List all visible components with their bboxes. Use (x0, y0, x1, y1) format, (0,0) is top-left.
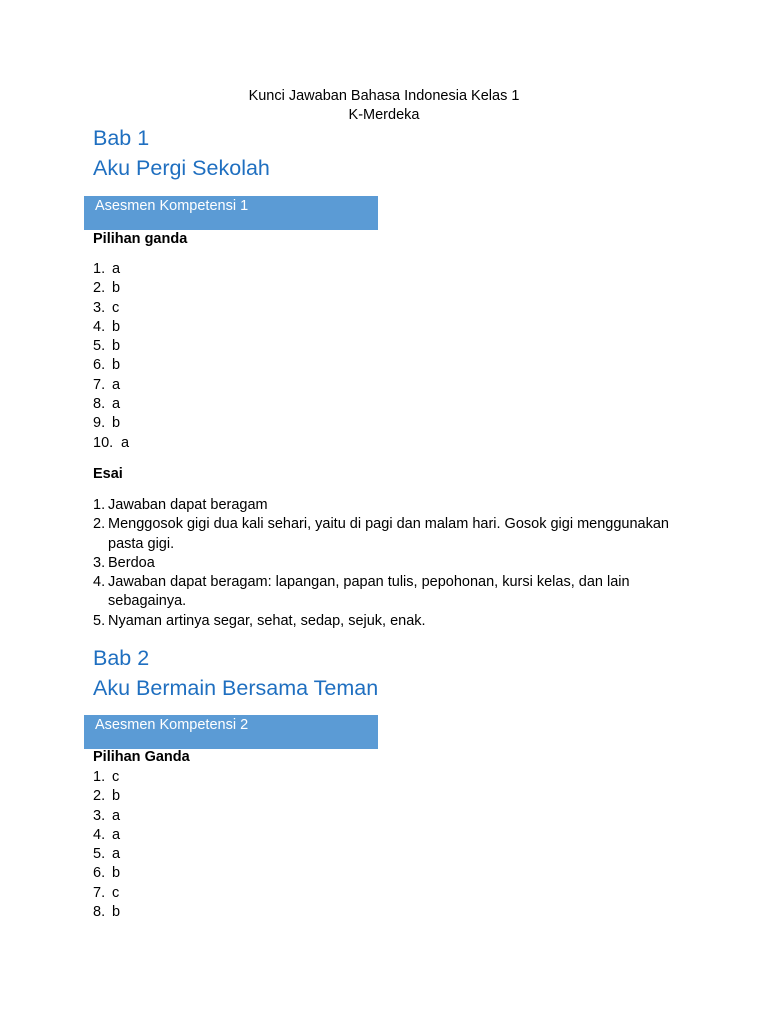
chapter-2-title: Aku Bermain Bersama Teman (93, 676, 379, 700)
document-title-line-2: K-Merdeka (348, 107, 420, 123)
answer-item (93, 884, 120, 903)
answer-number: 5. (93, 846, 106, 863)
answer-value: c (112, 299, 120, 316)
essay-number: 3. (93, 554, 106, 571)
answer-number: 3. (93, 299, 106, 316)
answer-number: 6. (93, 865, 106, 882)
essay-answer: Jawaban dapat beragam: lapangan, papan tulis, pepohonan, kursi kelas, dan lain sebagainya. (108, 574, 630, 610)
answer-item (93, 826, 120, 845)
answer-item (93, 318, 129, 337)
chapter-1-title: Aku Pergi Sekolah (93, 156, 270, 180)
answer-number: 8. (93, 904, 106, 921)
answer-value: a (112, 846, 121, 863)
answer-number: 4. (93, 318, 106, 335)
essay-item (93, 496, 693, 515)
answer-value: c (112, 769, 120, 785)
answer-number: 4. (93, 826, 106, 843)
essay-item (93, 554, 693, 573)
chapter-1-essay-heading: Esai (93, 466, 123, 482)
essay-item (93, 612, 693, 631)
answer-value: a (112, 396, 121, 413)
answer-item (93, 845, 120, 864)
answer-value: b (112, 280, 121, 297)
answer-number: 3. (93, 807, 106, 824)
chapter-1-number: Bab 1 (93, 126, 150, 150)
answer-value: b (112, 415, 121, 432)
answer-item (93, 864, 120, 883)
answer-item (93, 768, 120, 787)
chapter-2-assessment-label: Asesmen Kompetensi 2 (95, 717, 249, 733)
answer-number: 2. (93, 788, 106, 805)
answer-number: 2. (93, 280, 106, 297)
answer-item (93, 279, 129, 298)
essay-number: 4. (93, 574, 106, 591)
essay-answer: Jawaban dapat beragam (108, 497, 268, 513)
answer-value: b (112, 865, 121, 882)
answer-value: b (112, 318, 121, 335)
chapter-1-multiple-choice-list (93, 260, 129, 453)
answer-number: 8. (93, 396, 106, 413)
answer-item (93, 787, 120, 806)
answer-item (93, 903, 120, 922)
chapter-2-assessment-banner (84, 715, 378, 749)
answer-item (93, 299, 129, 318)
essay-answer: Menggosok gigi dua kali sehari, yaitu di pagi dan malam hari. Gosok gigi menggunakan pasta gigi. (108, 516, 669, 552)
answer-value: a (112, 826, 121, 843)
answer-value: b (112, 357, 121, 374)
answer-number: 10. (93, 434, 114, 451)
answer-number: 1. (93, 261, 106, 277)
answer-item (93, 260, 129, 279)
answer-item (93, 434, 129, 453)
answer-value: a (112, 376, 121, 393)
answer-item (93, 395, 129, 414)
answer-value: b (112, 788, 121, 805)
essay-item (93, 515, 693, 554)
essay-answer: Nyaman artinya segar, sehat, sedap, sejuk, enak. (108, 612, 426, 629)
answer-item (93, 376, 129, 395)
answer-number: 1. (93, 769, 106, 785)
chapter-2-number: Bab 2 (93, 646, 150, 670)
essay-number: 5. (93, 612, 106, 629)
chapter-1-multiple-choice-heading: Pilihan ganda (93, 231, 188, 247)
answer-number: 6. (93, 357, 106, 374)
answer-number: 7. (93, 376, 106, 393)
essay-item (93, 573, 693, 612)
answer-number: 7. (93, 884, 106, 901)
answer-number: 5. (93, 338, 106, 355)
answer-value: b (112, 904, 121, 921)
answer-value: b (112, 338, 121, 355)
chapter-1-essay-list (93, 496, 693, 631)
essay-number: 2. (93, 516, 106, 533)
chapter-1-assessment-banner (84, 196, 378, 230)
answer-item (93, 414, 129, 433)
chapter-2-multiple-choice-list (93, 768, 120, 922)
answer-item (93, 807, 120, 826)
answer-value: a (112, 261, 121, 277)
answer-value: a (112, 807, 121, 824)
essay-number: 1. (93, 497, 106, 513)
answer-item (93, 356, 129, 375)
essay-answer: Berdoa (108, 554, 155, 571)
chapter-1-assessment-label: Asesmen Kompetensi 1 (95, 198, 249, 214)
answer-value: c (112, 884, 120, 901)
answer-value: a (121, 434, 130, 451)
document-title-line-1: Kunci Jawaban Bahasa Indonesia Kelas 1 (248, 88, 520, 104)
answer-number: 9. (93, 415, 106, 432)
chapter-2-multiple-choice-heading: Pilihan Ganda (93, 749, 190, 765)
answer-item (93, 337, 129, 356)
